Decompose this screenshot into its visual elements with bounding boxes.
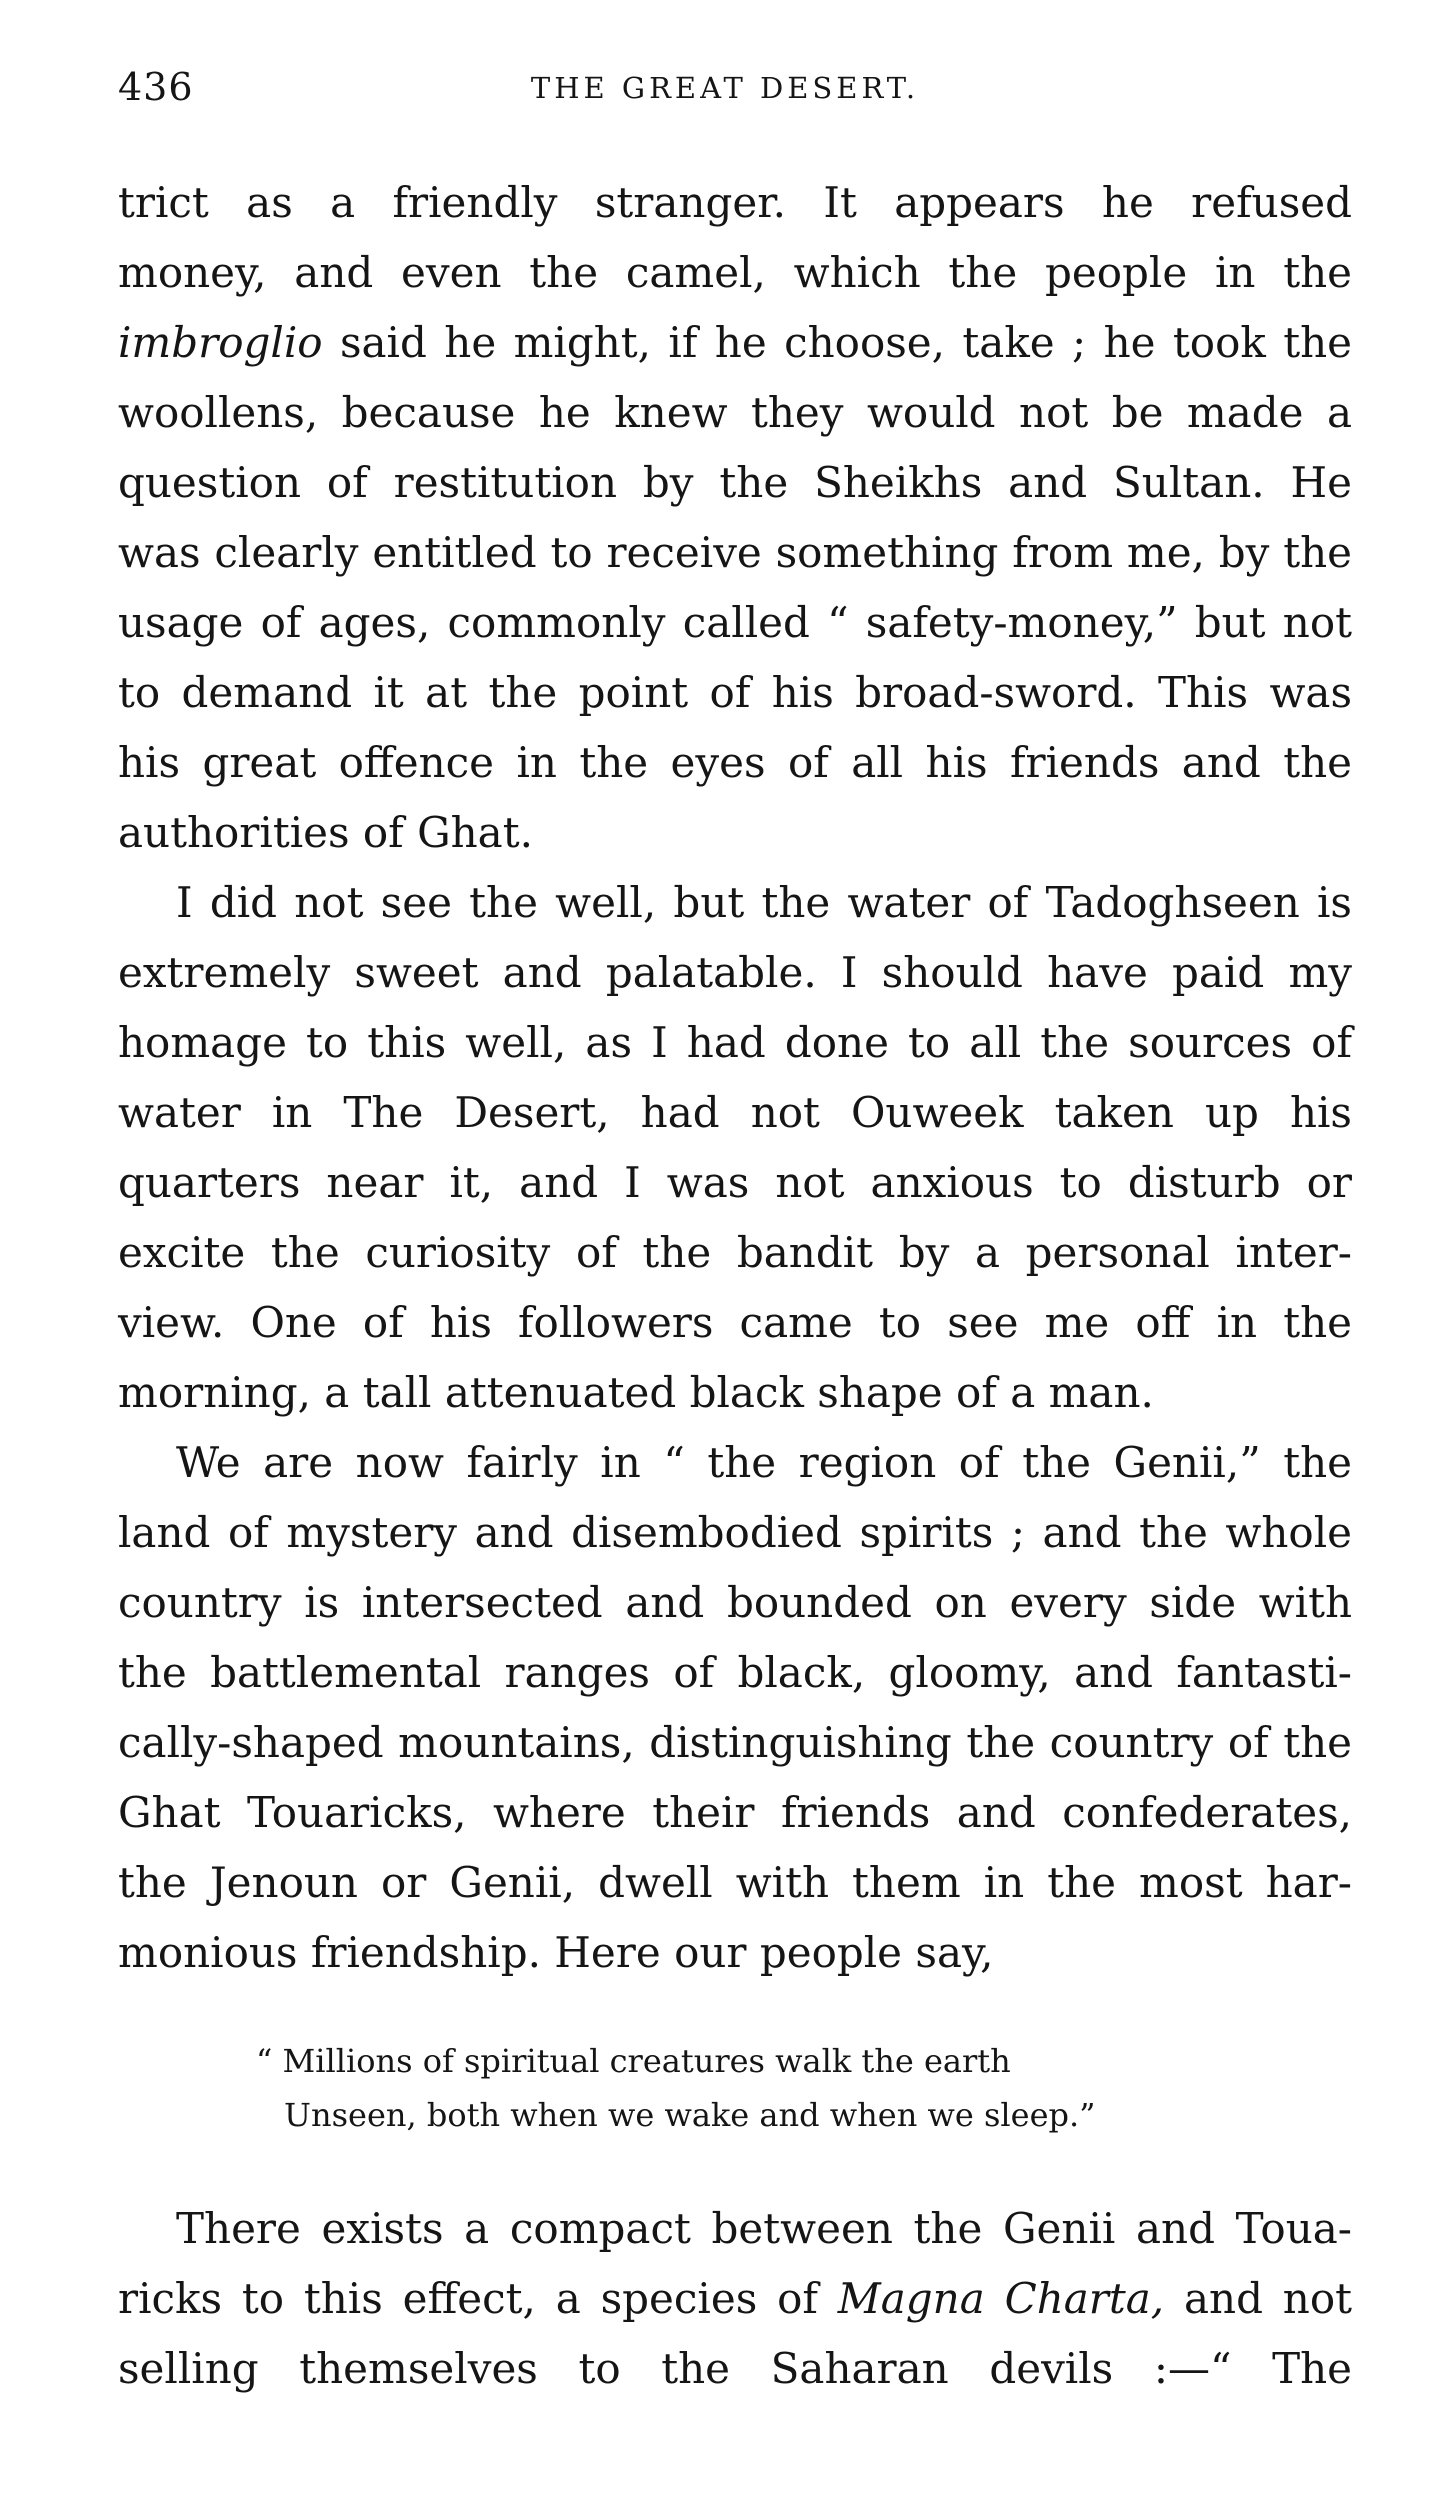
text-line: his great offence in the eyes of all his friends and the (118, 738, 1352, 787)
italic-phrase: Magna Charta, (837, 2274, 1165, 2323)
paragraph (118, 168, 1352, 868)
text-line: extremely sweet and palatable. I should have paid my (118, 948, 1352, 997)
text-line: water in The Desert, had not Ouweek taken up his (118, 1088, 1352, 1137)
text-line: morning, a tall attenuated black shape of a man. (118, 1368, 1154, 1417)
text-line: country is intersected and bounded on every side with (118, 1578, 1352, 1627)
text-line: usage of ages, commonly called “ safety-money,” but not (118, 598, 1352, 647)
text-line: trict as a friendly stranger. It appears he refused (118, 178, 1352, 227)
quote-line: Unseen, both when we wake and when we sleep.” (284, 2096, 1096, 2134)
text-line: the battlemental ranges of black, gloomy, and fantasti- (118, 1648, 1352, 1697)
text-line: There exists a compact between the Genii and Toua- (176, 2204, 1352, 2253)
text-line: monious friendship. Here our people say, (118, 1928, 994, 1977)
italic-word: imbroglio (118, 318, 323, 367)
text-line: excite the curiosity of the bandit by a personal inter- (118, 1228, 1352, 1277)
text-line (118, 2264, 1352, 2334)
text-line: question of restitution by the Sheikhs and Sultan. He (118, 458, 1352, 507)
paragraph (118, 1428, 1352, 1988)
text-line: woollens, because he knew they would not be made a (118, 388, 1352, 437)
text-line (118, 308, 1352, 378)
text-fragment: ricks to this effect, a species of (118, 2274, 838, 2323)
text-line: land of mystery and disembodied spirits ; and the whole (118, 1508, 1352, 1557)
text-fragment: said he might, if he choose, take ; he took the (322, 318, 1352, 367)
text-line: was clearly entitled to receive something from me, by the (118, 528, 1352, 577)
text-line: Ghat Touaricks, where their friends and confederates, (118, 1788, 1352, 1837)
page-number: 436 (118, 65, 194, 109)
text-line: the Jenoun or Genii, dwell with them in the most har- (118, 1858, 1352, 1907)
text-line: quarters near it, and I was not anxious to disturb or (118, 1158, 1352, 1207)
paragraph (118, 2194, 1352, 2404)
body-text (118, 168, 1352, 2404)
paragraph (118, 868, 1352, 1428)
text-line: view. One of his followers came to see me off in the (118, 1298, 1352, 1347)
text-line: money, and even the camel, which the people in the (118, 248, 1352, 297)
verse-quotation (118, 1988, 1352, 2194)
text-line: selling themselves to the Saharan devils :—“ The (118, 2344, 1352, 2393)
running-head: THE GREAT DESERT. (530, 71, 920, 105)
text-line: to demand it at the point of his broad-sword. This was (118, 668, 1352, 717)
text-fragment: and not (1164, 2274, 1352, 2323)
text-line: authorities of Ghat. (118, 808, 533, 857)
quote-line: “ Millions of spiritual creatures walk the earth (256, 2042, 1011, 2080)
text-line: I did not see the well, but the water of Tadoghseen is (176, 878, 1352, 927)
text-line: cally-shaped mountains, distinguishing the country of the (118, 1718, 1352, 1767)
text-line: homage to this well, as I had done to all the sources of (118, 1018, 1352, 1067)
text-line: We are now fairly in “ the region of the Genii,” the (176, 1438, 1352, 1487)
